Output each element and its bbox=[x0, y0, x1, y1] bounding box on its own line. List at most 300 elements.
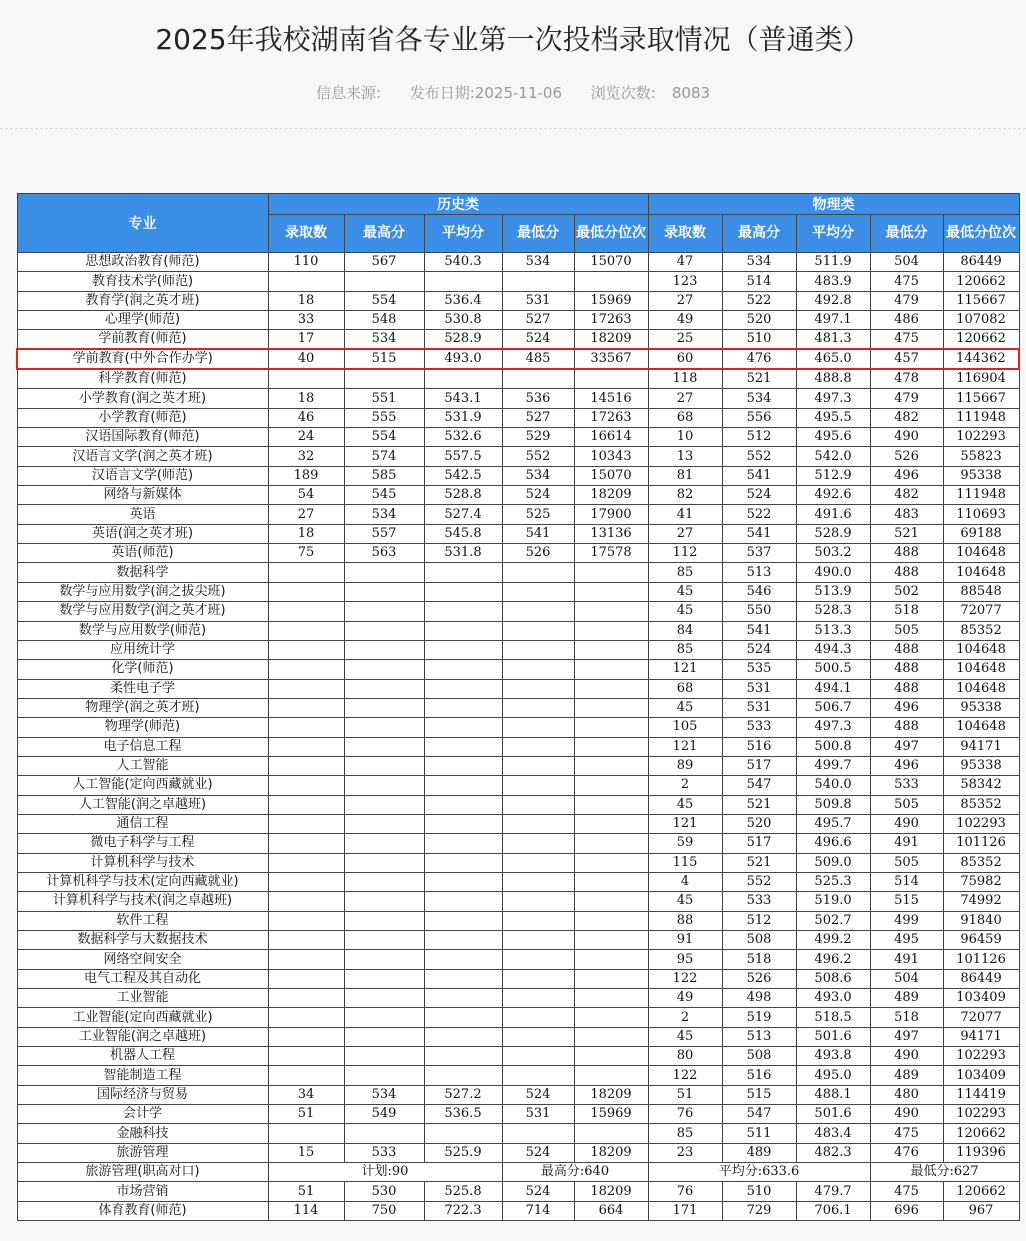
physics-max-cell: 524 bbox=[722, 486, 796, 505]
physics-max-cell: 522 bbox=[722, 291, 796, 310]
history-rank-cell bbox=[574, 369, 648, 389]
history-rank-cell bbox=[574, 718, 648, 737]
history-max-cell: 534 bbox=[344, 330, 424, 350]
history-max-header: 最高分 bbox=[344, 215, 424, 253]
history-avg-cell bbox=[424, 718, 502, 737]
physics-avg-cell: 492.8 bbox=[796, 291, 870, 310]
history-max-cell bbox=[344, 950, 424, 969]
major-cell: 会计学 bbox=[17, 1105, 268, 1124]
major-cell: 柔性电子学 bbox=[17, 679, 268, 698]
major-cell: 市场营销 bbox=[17, 1182, 268, 1201]
major-cell: 工业智能 bbox=[17, 989, 268, 1008]
history-avg-cell bbox=[424, 931, 502, 950]
physics-max-cell: 521 bbox=[722, 853, 796, 872]
history-rank-cell bbox=[574, 950, 648, 969]
physics-admitted-cell: 47 bbox=[648, 253, 722, 272]
physics-max-cell: 520 bbox=[722, 311, 796, 330]
history-rank-cell bbox=[574, 679, 648, 698]
physics-avg-cell: 497.1 bbox=[796, 311, 870, 330]
history-admitted-cell bbox=[268, 814, 344, 833]
table-row bbox=[17, 369, 1019, 389]
major-cell: 数学与应用数学(师范) bbox=[17, 621, 268, 640]
history-min-header: 最低分 bbox=[502, 215, 574, 253]
history-rank-cell bbox=[574, 853, 648, 872]
history-max-cell bbox=[344, 989, 424, 1008]
history-admitted-cell bbox=[268, 660, 344, 679]
physics-max-cell: 476 bbox=[722, 349, 796, 369]
history-admitted-cell: 54 bbox=[268, 486, 344, 505]
history-rank-cell: 14516 bbox=[574, 389, 648, 408]
history-max-cell bbox=[344, 1047, 424, 1066]
history-avg-cell bbox=[424, 1066, 502, 1085]
physics-rank-cell: 111948 bbox=[943, 486, 1019, 505]
physics-admitted-cell: 95 bbox=[648, 950, 722, 969]
physics-avg-cell: 496.6 bbox=[796, 834, 870, 853]
physics-max-cell: 534 bbox=[722, 253, 796, 272]
physics-admitted-cell: 171 bbox=[648, 1201, 722, 1220]
history-admitted-cell bbox=[268, 563, 344, 582]
history-rank-cell bbox=[574, 737, 648, 756]
history-rank-cell: 16614 bbox=[574, 428, 648, 447]
history-rank-cell: 18209 bbox=[574, 1143, 648, 1162]
physics-rank-cell: 115667 bbox=[943, 389, 1019, 408]
history-admitted-cell bbox=[268, 602, 344, 621]
history-admitted-cell bbox=[268, 892, 344, 911]
history-max-cell: 548 bbox=[344, 311, 424, 330]
physics-min-cell: 457 bbox=[870, 349, 943, 369]
table-row bbox=[17, 311, 1019, 330]
physics-admitted-cell: 121 bbox=[648, 660, 722, 679]
history-max-cell bbox=[344, 369, 424, 389]
major-cell: 数学与应用数学(润之英才班) bbox=[17, 602, 268, 621]
physics-admitted-cell: 41 bbox=[648, 505, 722, 524]
history-avg-cell: 532.6 bbox=[424, 428, 502, 447]
physics-admitted-cell: 89 bbox=[648, 756, 722, 775]
physics-min-cell: 495 bbox=[870, 931, 943, 950]
physics-min-cell: 504 bbox=[870, 253, 943, 272]
table-row bbox=[17, 756, 1019, 775]
history-admitted-cell: 33 bbox=[268, 311, 344, 330]
history-rank-cell: 15969 bbox=[574, 291, 648, 310]
physics-rank-cell: 104648 bbox=[943, 660, 1019, 679]
history-admitted-cell: 114 bbox=[268, 1201, 344, 1220]
physics-rank-cell: 103409 bbox=[943, 1066, 1019, 1085]
history-min-cell bbox=[502, 872, 574, 891]
physics-min-cell: 505 bbox=[870, 853, 943, 872]
physics-rank-cell: 86449 bbox=[943, 253, 1019, 272]
history-rank-cell bbox=[574, 1008, 648, 1027]
history-rank-cell bbox=[574, 834, 648, 853]
physics-rank-cell: 55823 bbox=[943, 447, 1019, 466]
history-min-cell: 524 bbox=[502, 1143, 574, 1162]
history-admitted-cell bbox=[268, 737, 344, 756]
history-min-cell: 525 bbox=[502, 505, 574, 524]
physics-max-cell: 533 bbox=[722, 718, 796, 737]
history-admitted-cell bbox=[268, 679, 344, 698]
physics-avg-cell: 502.7 bbox=[796, 911, 870, 930]
history-min-cell bbox=[502, 1027, 574, 1046]
history-min-cell: 552 bbox=[502, 447, 574, 466]
history-min-cell: 536 bbox=[502, 389, 574, 408]
history-rank-cell: 33567 bbox=[574, 349, 648, 369]
physics-max-cell: 498 bbox=[722, 989, 796, 1008]
physics-max-cell: 516 bbox=[722, 1066, 796, 1085]
history-max-cell bbox=[344, 640, 424, 659]
history-max-cell bbox=[344, 737, 424, 756]
major-cell: 国际经济与贸易 bbox=[17, 1085, 268, 1104]
physics-avg-cell: 495.5 bbox=[796, 408, 870, 427]
physics-min-cell: 491 bbox=[870, 834, 943, 853]
physics-admitted-cell: 49 bbox=[648, 989, 722, 1008]
physics-avg-cell: 495.6 bbox=[796, 428, 870, 447]
history-avg-cell bbox=[424, 660, 502, 679]
table-row bbox=[17, 582, 1019, 601]
history-rank-cell: 10343 bbox=[574, 447, 648, 466]
physics-avg-cell: 513.3 bbox=[796, 621, 870, 640]
table-row bbox=[17, 486, 1019, 505]
history-min-cell bbox=[502, 621, 574, 640]
table-row bbox=[17, 795, 1019, 814]
physics-avg-cell: 525.3 bbox=[796, 872, 870, 891]
history-rank-cell bbox=[574, 892, 648, 911]
history-min-cell: 714 bbox=[502, 1201, 574, 1220]
major-cell: 通信工程 bbox=[17, 814, 268, 833]
table-row bbox=[17, 1124, 1019, 1143]
history-max-cell bbox=[344, 563, 424, 582]
physics-rank-cell: 119396 bbox=[943, 1143, 1019, 1162]
physics-min-cell: 488 bbox=[870, 563, 943, 582]
history-max-cell bbox=[344, 1027, 424, 1046]
history-min-cell: 524 bbox=[502, 486, 574, 505]
table-row bbox=[17, 602, 1019, 621]
physics-avg-cell: 528.3 bbox=[796, 602, 870, 621]
history-avg-cell bbox=[424, 795, 502, 814]
physics-admitted-header: 录取数 bbox=[648, 215, 722, 253]
physics-rank-cell: 88548 bbox=[943, 582, 1019, 601]
history-rank-cell bbox=[574, 698, 648, 717]
history-min-cell bbox=[502, 834, 574, 853]
physics-admitted-cell: 10 bbox=[648, 428, 722, 447]
plan-cell: 计划:90 bbox=[268, 1163, 502, 1182]
major-cell: 电子信息工程 bbox=[17, 737, 268, 756]
history-max-cell: 551 bbox=[344, 389, 424, 408]
physics-rank-cell: 102293 bbox=[943, 1047, 1019, 1066]
history-avg-cell: 536.5 bbox=[424, 1105, 502, 1124]
page-title: 2025年我校湖南省各专业第一次投档录取情况（普通类） bbox=[155, 23, 871, 56]
physics-avg-cell: 508.6 bbox=[796, 969, 870, 988]
history-admitted-cell bbox=[268, 272, 344, 291]
physics-min-cell: 488 bbox=[870, 718, 943, 737]
physics-min-cell: 497 bbox=[870, 1027, 943, 1046]
physics-avg-cell: 496.2 bbox=[796, 950, 870, 969]
physics-admitted-cell: 2 bbox=[648, 776, 722, 795]
history-admitted-cell: 34 bbox=[268, 1085, 344, 1104]
physics-rank-cell: 75982 bbox=[943, 872, 1019, 891]
history-avg-cell bbox=[424, 582, 502, 601]
physics-avg-cell: 482.3 bbox=[796, 1143, 870, 1162]
physics-avg-cell: 495.7 bbox=[796, 814, 870, 833]
physics-max-header: 最高分 bbox=[722, 215, 796, 253]
physics-min-cell: 504 bbox=[870, 969, 943, 988]
history-rank-cell bbox=[574, 1124, 648, 1143]
min-cell: 最低分:627 bbox=[870, 1163, 1019, 1182]
physics-max-cell: 541 bbox=[722, 621, 796, 640]
physics-min-cell: 478 bbox=[870, 369, 943, 389]
physics-avg-cell: 503.2 bbox=[796, 544, 870, 563]
physics-admitted-cell: 45 bbox=[648, 795, 722, 814]
history-min-cell bbox=[502, 814, 574, 833]
table-row bbox=[17, 408, 1019, 427]
physics-min-cell: 480 bbox=[870, 1085, 943, 1104]
physics-rank-cell: 120662 bbox=[943, 1182, 1019, 1201]
physics-rank-cell: 72077 bbox=[943, 1008, 1019, 1027]
history-rank-cell: 15070 bbox=[574, 466, 648, 485]
physics-max-cell: 552 bbox=[722, 872, 796, 891]
history-min-cell bbox=[502, 737, 574, 756]
history-admitted-cell bbox=[268, 1008, 344, 1027]
physics-rank-cell: 69188 bbox=[943, 524, 1019, 543]
history-admitted-cell: 18 bbox=[268, 524, 344, 543]
physics-max-cell: 519 bbox=[722, 1008, 796, 1027]
physics-header: 物理类 bbox=[648, 194, 1019, 215]
history-max-cell bbox=[344, 582, 424, 601]
physics-max-cell: 513 bbox=[722, 563, 796, 582]
history-admitted-cell: 27 bbox=[268, 505, 344, 524]
physics-min-cell: 489 bbox=[870, 989, 943, 1008]
history-avg-cell bbox=[424, 698, 502, 717]
physics-admitted-cell: 112 bbox=[648, 544, 722, 563]
physics-min-cell: 475 bbox=[870, 330, 943, 350]
physics-min-cell: 490 bbox=[870, 428, 943, 447]
history-min-cell bbox=[502, 698, 574, 717]
history-admitted-cell bbox=[268, 640, 344, 659]
major-cell: 旅游管理(职高对口) bbox=[17, 1163, 268, 1182]
history-max-cell bbox=[344, 969, 424, 988]
physics-rank-cell: 96459 bbox=[943, 931, 1019, 950]
major-cell: 汉语言文学(润之英才班) bbox=[17, 447, 268, 466]
history-min-cell bbox=[502, 911, 574, 930]
history-max-cell: 545 bbox=[344, 486, 424, 505]
history-admitted-cell: 18 bbox=[268, 291, 344, 310]
physics-max-cell: 522 bbox=[722, 505, 796, 524]
table-row bbox=[17, 737, 1019, 756]
physics-admitted-cell: 68 bbox=[648, 679, 722, 698]
physics-avg-cell: 509.0 bbox=[796, 853, 870, 872]
history-rank-cell bbox=[574, 563, 648, 582]
physics-max-cell: 520 bbox=[722, 814, 796, 833]
history-min-cell bbox=[502, 640, 574, 659]
history-avg-cell bbox=[424, 950, 502, 969]
history-min-cell: 534 bbox=[502, 466, 574, 485]
physics-max-cell: 541 bbox=[722, 524, 796, 543]
physics-rank-cell: 107082 bbox=[943, 311, 1019, 330]
history-avg-cell: 530.8 bbox=[424, 311, 502, 330]
table-row bbox=[17, 872, 1019, 891]
history-rank-cell bbox=[574, 756, 648, 775]
physics-max-cell: 547 bbox=[722, 776, 796, 795]
table-row bbox=[17, 718, 1019, 737]
history-admitted-cell: 46 bbox=[268, 408, 344, 427]
history-avg-cell: 525.9 bbox=[424, 1143, 502, 1162]
history-max-cell: 534 bbox=[344, 1085, 424, 1104]
history-admitted-cell bbox=[268, 795, 344, 814]
physics-avg-cell: 499.2 bbox=[796, 931, 870, 950]
physics-min-cell: 496 bbox=[870, 698, 943, 717]
physics-max-cell: 531 bbox=[722, 679, 796, 698]
history-rank-cell bbox=[574, 911, 648, 930]
physics-rank-cell: 115667 bbox=[943, 291, 1019, 310]
physics-admitted-cell: 85 bbox=[648, 1124, 722, 1143]
history-rank-cell: 17263 bbox=[574, 311, 648, 330]
physics-avg-cell: 494.3 bbox=[796, 640, 870, 659]
physics-admitted-cell: 122 bbox=[648, 1066, 722, 1085]
major-cell: 旅游管理 bbox=[17, 1143, 268, 1162]
physics-avg-cell: 493.8 bbox=[796, 1047, 870, 1066]
physics-min-cell: 490 bbox=[870, 814, 943, 833]
major-cell: 机器人工程 bbox=[17, 1047, 268, 1066]
history-min-cell bbox=[502, 1047, 574, 1066]
history-max-cell: 549 bbox=[344, 1105, 424, 1124]
history-max-cell bbox=[344, 931, 424, 950]
history-admitted-cell bbox=[268, 1047, 344, 1066]
physics-avg-cell: 500.8 bbox=[796, 737, 870, 756]
history-admitted-cell bbox=[268, 369, 344, 389]
history-min-cell: 524 bbox=[502, 1182, 574, 1201]
history-admitted-cell: 75 bbox=[268, 544, 344, 563]
physics-avg-cell: 465.0 bbox=[796, 349, 870, 369]
physics-min-cell: 479 bbox=[870, 291, 943, 310]
history-rank-cell bbox=[574, 872, 648, 891]
physics-min-cell: 497 bbox=[870, 737, 943, 756]
physics-min-cell: 696 bbox=[870, 1201, 943, 1220]
table-row bbox=[17, 621, 1019, 640]
history-admitted-cell: 15 bbox=[268, 1143, 344, 1162]
major-cell: 汉语国际教育(师范) bbox=[17, 428, 268, 447]
history-admitted-cell bbox=[268, 853, 344, 872]
table-row bbox=[17, 776, 1019, 795]
physics-admitted-cell: 80 bbox=[648, 1047, 722, 1066]
history-rank-cell: 664 bbox=[574, 1201, 648, 1220]
history-min-cell bbox=[502, 718, 574, 737]
history-rank-cell bbox=[574, 660, 648, 679]
history-min-cell: 534 bbox=[502, 253, 574, 272]
major-header: 专业 bbox=[17, 194, 268, 253]
physics-rank-cell: 103409 bbox=[943, 989, 1019, 1008]
table-row bbox=[17, 911, 1019, 930]
history-avg-cell bbox=[424, 892, 502, 911]
history-max-cell bbox=[344, 853, 424, 872]
physics-avg-cell: 512.9 bbox=[796, 466, 870, 485]
table-row bbox=[17, 834, 1019, 853]
physics-max-cell: 521 bbox=[722, 795, 796, 814]
physics-min-cell: 505 bbox=[870, 621, 943, 640]
history-avg-cell bbox=[424, 814, 502, 833]
physics-max-cell: 552 bbox=[722, 447, 796, 466]
physics-admitted-cell: 4 bbox=[648, 872, 722, 891]
major-cell: 化学(师范) bbox=[17, 660, 268, 679]
history-avg-cell: 528.9 bbox=[424, 330, 502, 350]
history-min-cell bbox=[502, 931, 574, 950]
table-row bbox=[17, 253, 1019, 272]
table-body bbox=[17, 253, 1019, 1221]
history-admitted-cell: 24 bbox=[268, 428, 344, 447]
major-cell: 小学教育(师范) bbox=[17, 408, 268, 427]
physics-avg-cell: 540.0 bbox=[796, 776, 870, 795]
history-min-cell bbox=[502, 602, 574, 621]
history-min-cell bbox=[502, 1124, 574, 1143]
physics-max-cell: 521 bbox=[722, 369, 796, 389]
physics-admitted-cell: 121 bbox=[648, 814, 722, 833]
history-avg-cell bbox=[424, 679, 502, 698]
physics-rank-cell: 85352 bbox=[943, 795, 1019, 814]
physics-min-cell: 514 bbox=[870, 872, 943, 891]
history-max-cell bbox=[344, 776, 424, 795]
history-admitted-cell bbox=[268, 621, 344, 640]
physics-max-cell: 510 bbox=[722, 1182, 796, 1201]
physics-min-cell: 490 bbox=[870, 1105, 943, 1124]
history-max-cell bbox=[344, 698, 424, 717]
history-rank-cell bbox=[574, 1066, 648, 1085]
physics-min-cell: 505 bbox=[870, 795, 943, 814]
physics-max-cell: 516 bbox=[722, 737, 796, 756]
physics-min-cell: 533 bbox=[870, 776, 943, 795]
history-admitted-cell bbox=[268, 776, 344, 795]
table-row bbox=[17, 853, 1019, 872]
table-row bbox=[17, 1105, 1019, 1124]
table-row bbox=[17, 989, 1019, 1008]
table-row bbox=[17, 563, 1019, 582]
physics-max-cell: 512 bbox=[722, 911, 796, 930]
history-min-cell bbox=[502, 1066, 574, 1085]
history-admitted-cell bbox=[268, 718, 344, 737]
history-avg-cell bbox=[424, 737, 502, 756]
major-cell: 微电子科学与工程 bbox=[17, 834, 268, 853]
history-max-cell bbox=[344, 834, 424, 853]
table-row bbox=[17, 931, 1019, 950]
history-min-cell bbox=[502, 1008, 574, 1027]
history-avg-cell bbox=[424, 756, 502, 775]
major-cell: 数学与应用数学(润之拔尖班) bbox=[17, 582, 268, 601]
history-max-cell: 554 bbox=[344, 428, 424, 447]
major-cell: 英语(师范) bbox=[17, 544, 268, 563]
article-meta bbox=[0, 82, 1026, 103]
history-rank-cell: 15969 bbox=[574, 1105, 648, 1124]
physics-admitted-cell: 121 bbox=[648, 737, 722, 756]
physics-max-cell: 531 bbox=[722, 698, 796, 717]
table-row bbox=[17, 330, 1019, 350]
physics-max-cell: 729 bbox=[722, 1201, 796, 1220]
major-cell: 小学教育(润之英才班) bbox=[17, 389, 268, 408]
table-row bbox=[17, 640, 1019, 659]
history-avg-cell: 542.5 bbox=[424, 466, 502, 485]
history-avg-header: 平均分 bbox=[424, 215, 502, 253]
history-avg-cell bbox=[424, 1027, 502, 1046]
physics-admitted-cell: 51 bbox=[648, 1085, 722, 1104]
history-rank-cell bbox=[574, 621, 648, 640]
physics-avg-cell: 494.1 bbox=[796, 679, 870, 698]
physics-min-cell: 521 bbox=[870, 524, 943, 543]
history-admitted-cell: 17 bbox=[268, 330, 344, 350]
history-avg-cell bbox=[424, 989, 502, 1008]
physics-rank-cell: 111948 bbox=[943, 408, 1019, 427]
history-rank-header: 最低分位次 bbox=[574, 215, 648, 253]
history-max-cell: 515 bbox=[344, 349, 424, 369]
history-avg-cell bbox=[424, 369, 502, 389]
history-avg-cell bbox=[424, 1124, 502, 1143]
major-cell: 金融科技 bbox=[17, 1124, 268, 1143]
admission-table bbox=[16, 193, 1020, 1221]
history-max-cell bbox=[344, 911, 424, 930]
